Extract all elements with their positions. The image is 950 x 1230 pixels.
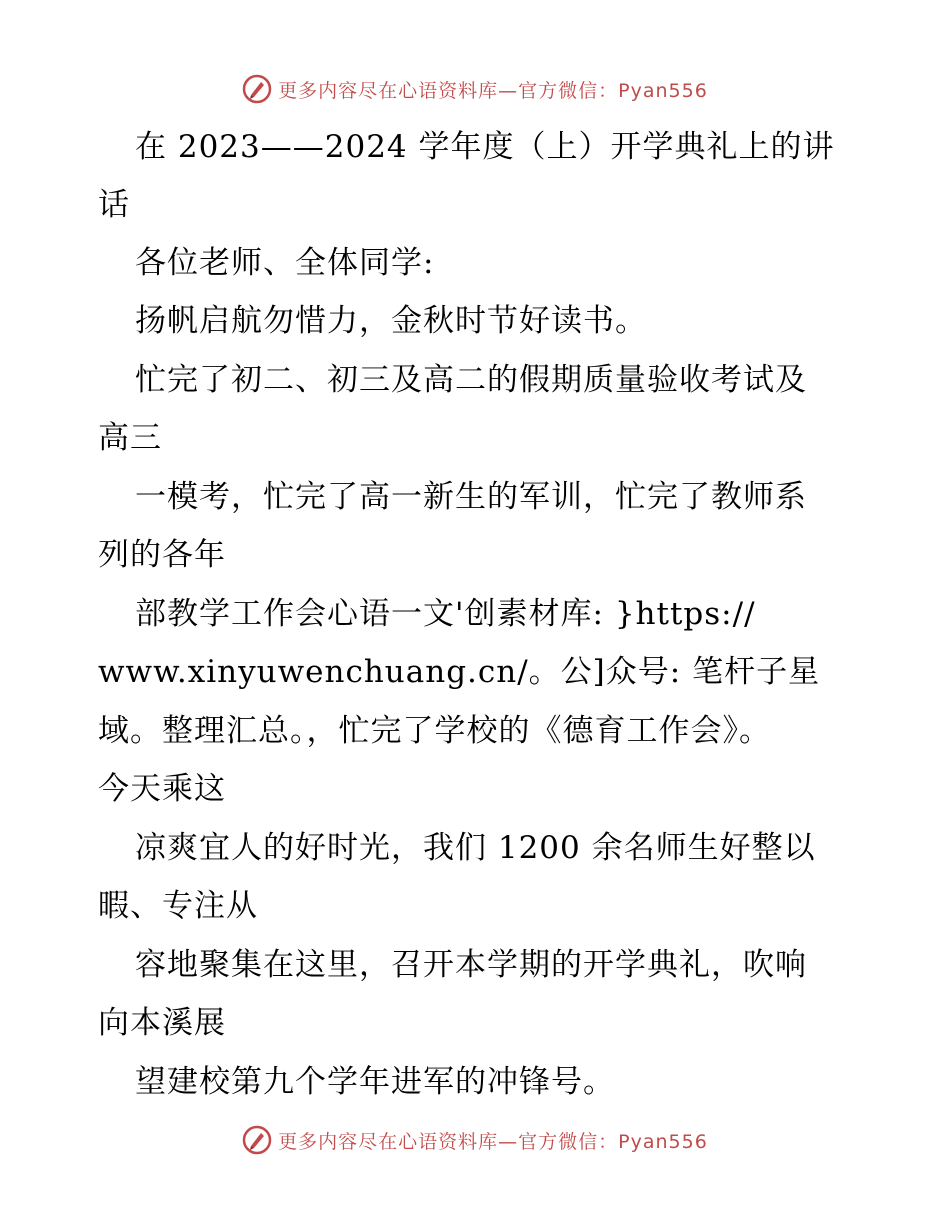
doc-greeting: 各位老师、全体同学: — [135, 245, 435, 281]
doc-paragraph-line: www.xinyuwenchuang.cn/。公]众号: 笔杆子星 — [98, 654, 821, 690]
doc-paragraph-line: 扬帆启航勿惜力，金秋时节好读书。 — [135, 303, 647, 339]
doc-paragraph-line: 一模考，忙完了高一新生的军训，忙完了教师系 — [135, 479, 807, 515]
footer-watermark — [0, 1123, 950, 1157]
doc-paragraph-line: 容地聚集在这里，召开本学期的开学典礼，吹响 — [135, 947, 807, 983]
watermark-site-text: 更多内容尽在心语资料库—官方微信： — [278, 79, 619, 102]
doc-title-line-2: 话 — [98, 187, 130, 223]
doc-paragraph-line: 部教学工作会心语一文'创素材库: }https:// — [135, 596, 756, 632]
pen-logo-icon — [242, 1125, 272, 1155]
doc-paragraph-line: 向本溪展 — [98, 1005, 226, 1041]
doc-paragraph-line: 望建校第九个学年进军的冲锋号。 — [135, 1064, 615, 1100]
doc-paragraph-line: 暇、专注从 — [98, 888, 258, 924]
watermark-text — [278, 1127, 708, 1154]
doc-title-line-1: 在 2023——2024 学年度（上）开学典礼上的讲 — [135, 129, 835, 165]
watermark-site-text: 更多内容尽在心语资料库—官方微信： — [278, 1130, 619, 1153]
doc-paragraph-line: 高三 — [98, 420, 162, 456]
doc-paragraph-line: 今天乘这 — [98, 771, 226, 807]
doc-paragraph-line: 忙完了初二、初三及高二的假期质量验收考试及 — [135, 362, 807, 398]
watermark-account: Pyan556 — [618, 79, 708, 102]
doc-paragraph-line: 列的各年 — [98, 537, 226, 573]
doc-paragraph-line: 凉爽宜人的好时光，我们 1200 余名师生好整以 — [135, 830, 816, 866]
doc-paragraph-line: 域。整理汇总。，忙完了学校的《德育工作会》。 — [98, 713, 771, 749]
watermark-account: Pyan556 — [618, 1130, 708, 1153]
